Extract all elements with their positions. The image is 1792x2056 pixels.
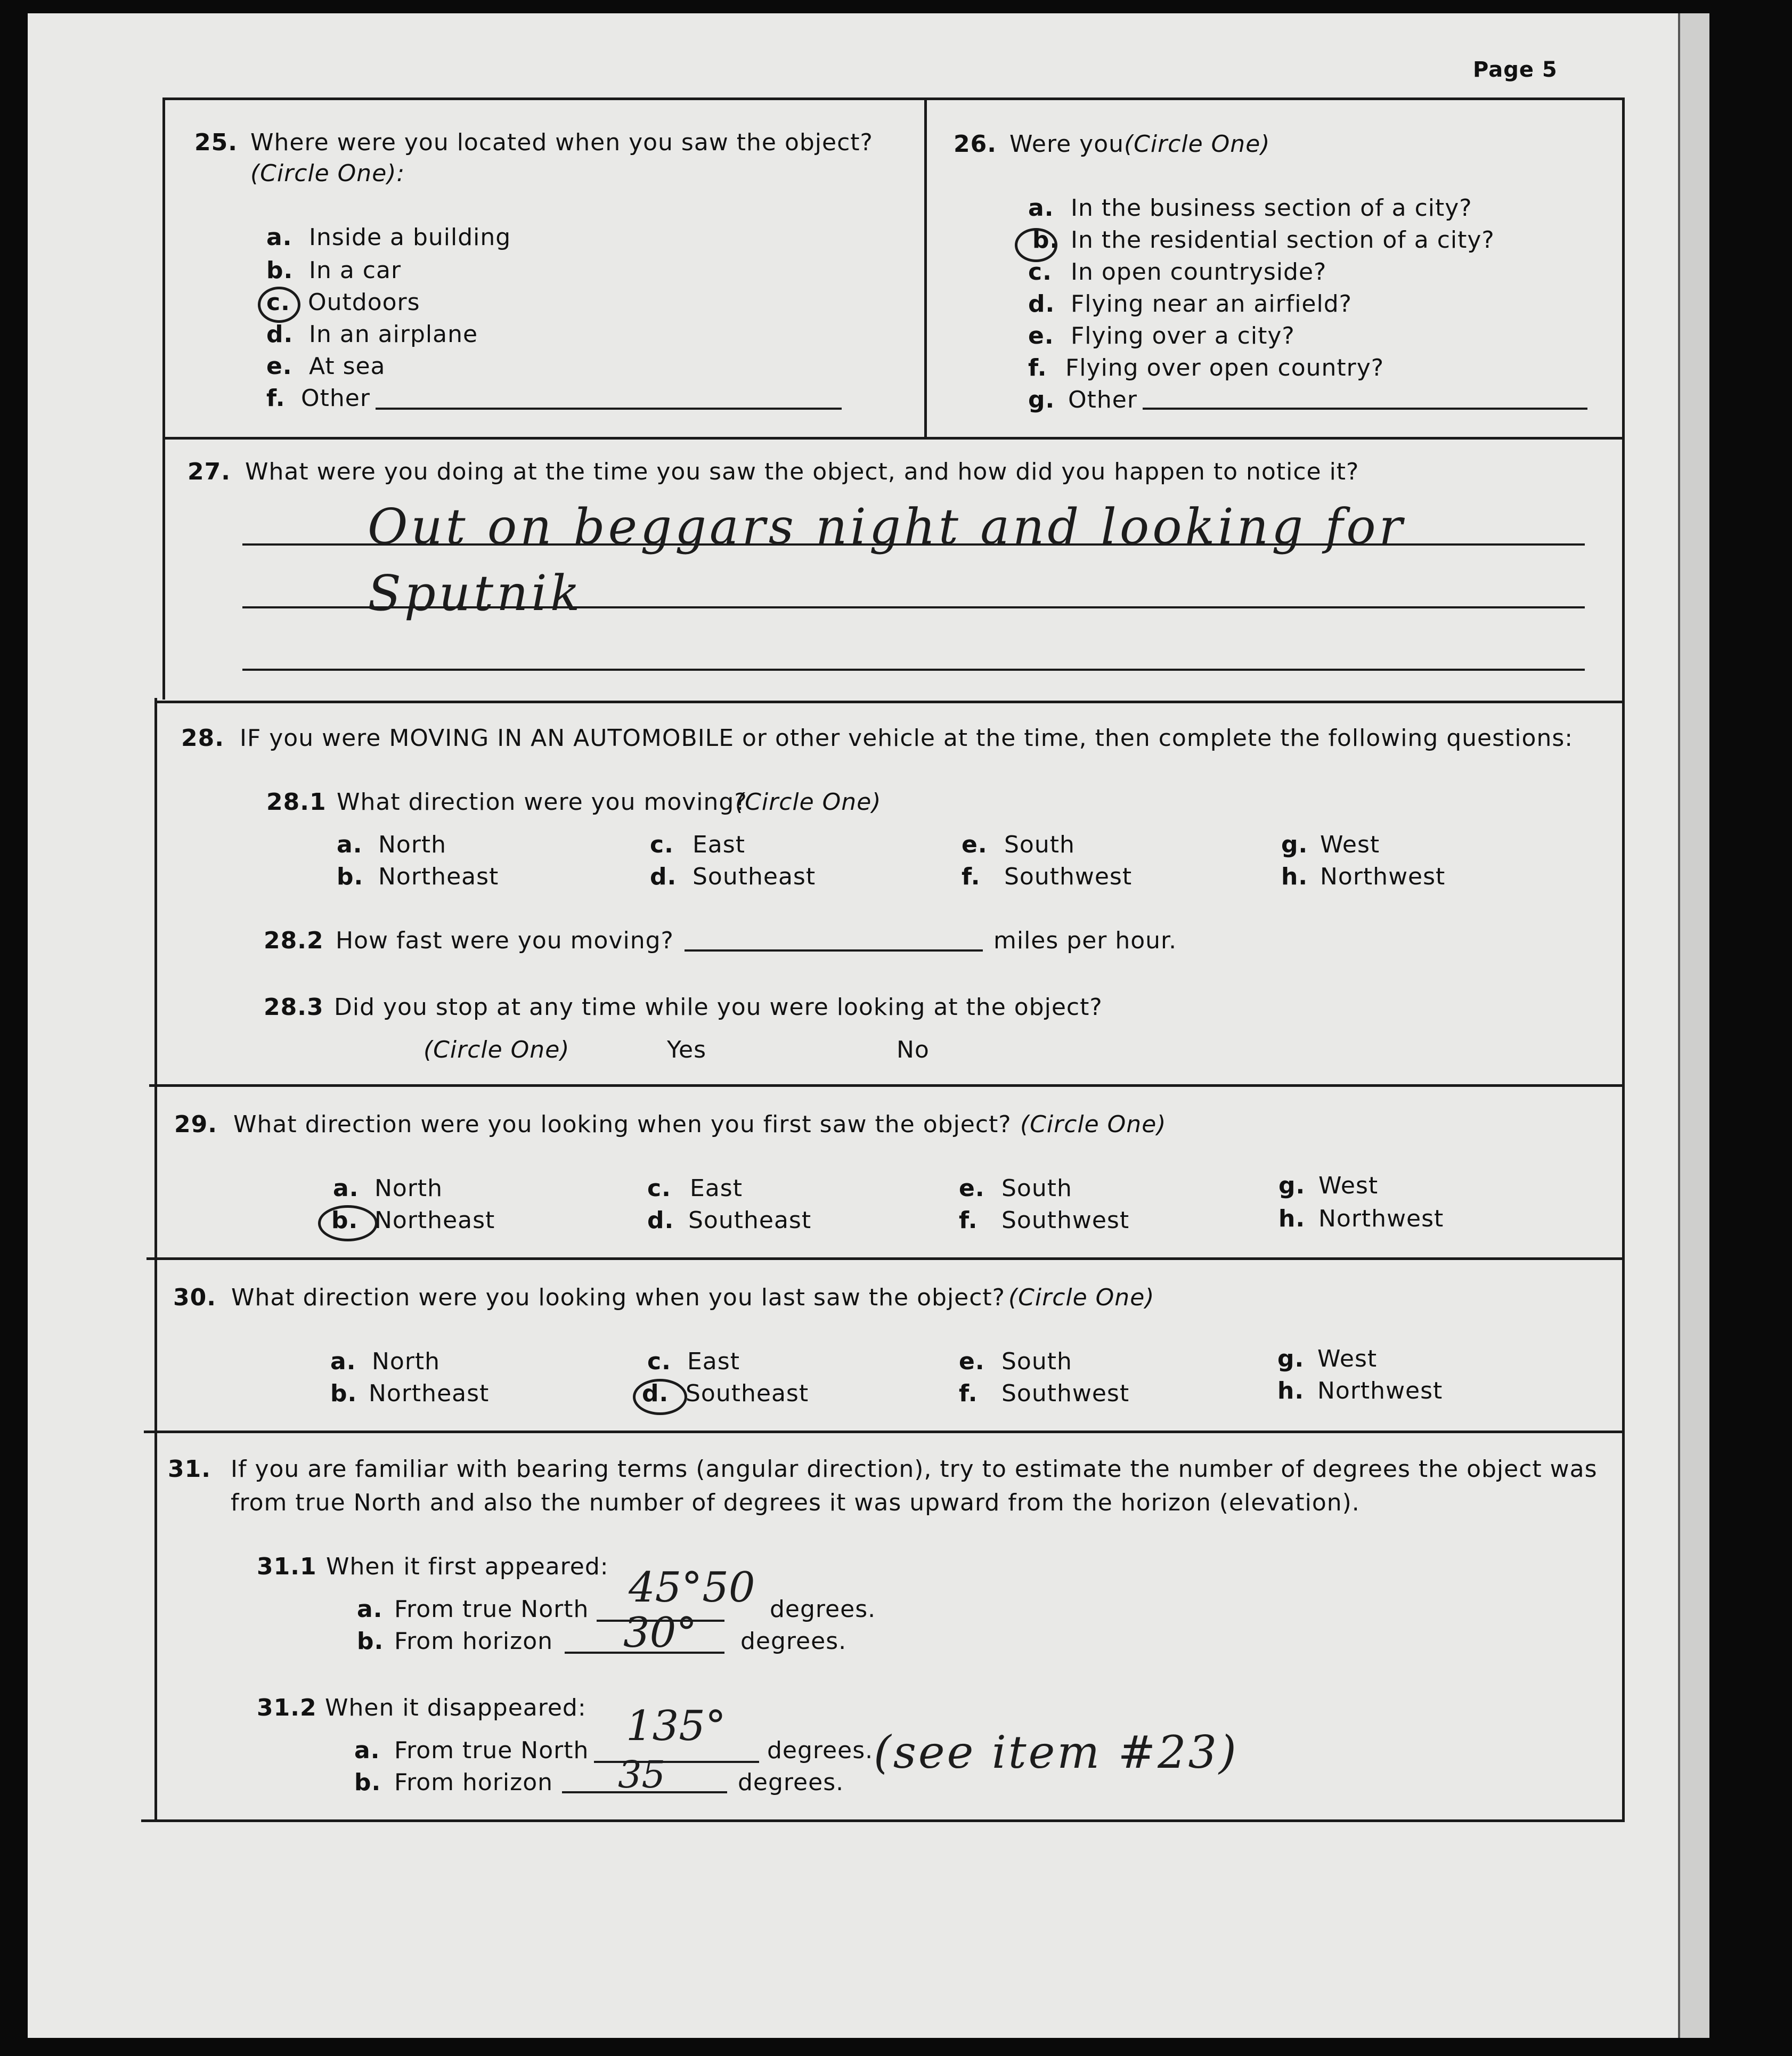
direction-label[interactable]: Northeast [369, 1380, 490, 1407]
direction-letter[interactable]: b. [337, 863, 364, 890]
speed-input-blank[interactable] [685, 949, 983, 952]
q31-1-b-value: 30° [623, 1609, 697, 1657]
q31-2-a-unit: degrees. [767, 1737, 874, 1764]
direction-letter[interactable]: d. [647, 1207, 674, 1234]
direction-letter[interactable]: a. [333, 1175, 359, 1202]
q27-text: What were you doing at the time you saw the object, and how did you happen to notice it? [245, 458, 1359, 485]
q25-option-label[interactable]: Inside a building [309, 224, 511, 251]
section-divider-28 [154, 701, 1625, 703]
page-label: Page 5 [1473, 58, 1558, 82]
q31-number: 31. [168, 1456, 211, 1483]
section-divider-29 [149, 1084, 1625, 1087]
page-edge [1678, 13, 1709, 2038]
q26-option-label[interactable]: In the business section of a city? [1071, 194, 1472, 222]
q28-2-unit: miles per hour. [993, 927, 1177, 954]
frame-left-border-upper [162, 97, 165, 700]
q28-3-yes[interactable]: Yes [667, 1036, 707, 1063]
q28-text: IF you were MOVING IN AN AUTOMOBILE or other vehicle at the time, then complete the following questions: [240, 725, 1574, 752]
q28-2-number: 28.2 [264, 927, 324, 954]
q31-1-b-letter: b. [357, 1628, 384, 1655]
q28-3-no[interactable]: No [897, 1036, 930, 1063]
q31-1-b-label: From horizon [394, 1628, 553, 1655]
q25-option-label[interactable]: In a car [309, 257, 402, 284]
direction-label[interactable]: West [1320, 831, 1380, 858]
direction-label[interactable]: Northwest [1320, 863, 1446, 890]
q26-instruction: (Circle One) [1124, 131, 1270, 158]
q27-handwritten-answer-line1: Out on beggars night and looking for [368, 498, 1406, 555]
q25-option-letter[interactable]: f. [266, 385, 286, 412]
q26-option-label[interactable]: In open countryside? [1071, 258, 1327, 286]
direction-letter[interactable]: f. [959, 1207, 978, 1234]
q31-1-a-value: 45°50 [629, 1564, 755, 1612]
q31-1-number: 31.1 [257, 1553, 317, 1580]
q31-1-a-letter: a. [357, 1596, 383, 1623]
direction-letter[interactable]: d. [642, 1380, 669, 1407]
direction-letter[interactable]: b. [331, 1207, 359, 1234]
q31-2-a-label: From true North [394, 1737, 589, 1764]
direction-label[interactable]: Southeast [686, 1380, 809, 1407]
direction-label[interactable]: West [1317, 1345, 1378, 1372]
direction-label[interactable]: Northwest [1317, 1377, 1443, 1404]
direction-letter[interactable]: e. [959, 1348, 985, 1375]
section-divider-31 [144, 1431, 1625, 1433]
q28-1-number: 28.1 [266, 789, 327, 816]
frame-top-border [162, 97, 1625, 100]
direction-label[interactable]: Southwest [1001, 1207, 1130, 1234]
q25-option-letter[interactable]: a. [266, 224, 292, 251]
q25-option-letter[interactable]: c. [266, 289, 290, 316]
direction-label[interactable]: Northeast [378, 863, 499, 890]
q26-other-blank[interactable] [1143, 408, 1587, 410]
direction-label[interactable]: Southwest [1001, 1380, 1130, 1407]
q31-text-line2: from true North and also the number of degrees it was upward from the horizon (elevation). [231, 1489, 1360, 1516]
q26-option-letter[interactable]: d. [1028, 290, 1055, 318]
direction-letter[interactable]: g. [1281, 831, 1308, 858]
q31-1-text: When it first appeared: [326, 1553, 609, 1580]
direction-letter[interactable]: a. [337, 831, 363, 858]
q26-option-label[interactable]: In the residential section of a city? [1071, 226, 1495, 254]
q26-option-letter[interactable]: a. [1028, 194, 1054, 222]
q30-number: 30. [173, 1284, 216, 1311]
direction-letter[interactable]: e. [962, 831, 988, 858]
direction-letter[interactable]: g. [1278, 1172, 1306, 1199]
q29-selection-circle [318, 1205, 378, 1241]
q27-number: 27. [188, 458, 231, 485]
q25-option-label[interactable]: At sea [309, 353, 386, 380]
q25-number: 25. [194, 129, 238, 156]
q25-option-label[interactable]: In an airplane [309, 321, 478, 348]
frame-left-border-lower [154, 698, 157, 1822]
q25-option-label[interactable]: Other [301, 385, 370, 412]
q25-option-label[interactable]: Outdoors [308, 289, 420, 316]
direction-letter[interactable]: e. [959, 1175, 985, 1202]
direction-label[interactable]: Southeast [693, 863, 816, 890]
direction-label[interactable]: East [687, 1348, 740, 1375]
direction-letter[interactable]: f. [962, 863, 981, 890]
q31-2-text: When it disappeared: [325, 1694, 587, 1721]
direction-letter[interactable]: a. [330, 1348, 356, 1375]
q25-other-blank[interactable] [376, 408, 842, 410]
direction-letter[interactable]: f. [959, 1380, 978, 1407]
q26-option-label[interactable]: Flying over open country? [1065, 354, 1384, 381]
direction-letter[interactable]: h. [1281, 863, 1308, 890]
q27-answer-line[interactable] [242, 669, 1585, 671]
direction-letter[interactable]: b. [330, 1380, 357, 1407]
q25-option-letter[interactable]: e. [266, 353, 292, 380]
direction-label[interactable]: West [1318, 1172, 1379, 1199]
q26-option-letter[interactable]: e. [1028, 322, 1054, 350]
q26-option-letter[interactable]: g. [1028, 386, 1055, 413]
q25-option-letter[interactable]: b. [266, 257, 294, 284]
q28-3-text: Did you stop at any time while you were looking at the object? [334, 994, 1103, 1021]
q25-q26-divider [924, 97, 927, 438]
section-divider-30 [146, 1257, 1625, 1260]
direction-letter[interactable]: h. [1277, 1377, 1305, 1404]
q25-instruction: (Circle One): [250, 160, 405, 187]
q25-text: Where were you located when you saw the object? [250, 129, 873, 156]
q27-handwritten-answer-line2: Sputnik [368, 565, 583, 622]
q28-1-instruction: (Circle One) [735, 789, 882, 816]
direction-label[interactable]: East [693, 831, 745, 858]
q28-1-text: What direction were you moving? [337, 789, 747, 816]
q26-text: Were you [1009, 131, 1125, 158]
q26-option-label[interactable]: Other [1068, 386, 1137, 413]
direction-letter[interactable]: c. [650, 831, 674, 858]
q31-2-a-value: 135° [626, 1702, 726, 1750]
frame-bottom-border [141, 1819, 1625, 1822]
q26-number: 26. [954, 131, 997, 158]
q25-option-letter[interactable]: d. [266, 321, 294, 348]
direction-label[interactable]: North [378, 831, 447, 858]
q26-option-letter[interactable]: b. [1032, 226, 1060, 254]
q28-2-text: How fast were you moving? [336, 927, 674, 954]
direction-label[interactable]: Southwest [1004, 863, 1133, 890]
direction-label[interactable]: Northeast [374, 1207, 495, 1234]
q29-number: 29. [174, 1111, 217, 1138]
q30-text: What direction were you looking when you last saw the object? [231, 1284, 1006, 1311]
direction-letter[interactable]: g. [1277, 1345, 1305, 1372]
q31-2-b-unit: degrees. [738, 1769, 844, 1796]
direction-label[interactable]: East [690, 1175, 743, 1202]
q26-option-label[interactable]: Flying over a city? [1071, 322, 1295, 350]
direction-letter[interactable]: c. [647, 1348, 671, 1375]
direction-label[interactable]: South [1004, 831, 1075, 858]
direction-label[interactable]: North [372, 1348, 441, 1375]
q31-2-number: 31.2 [257, 1694, 317, 1721]
q26-option-label[interactable]: Flying near an airfield? [1071, 290, 1353, 318]
direction-label[interactable]: North [374, 1175, 443, 1202]
q28-3-number: 28.3 [264, 994, 324, 1021]
direction-label[interactable]: Southeast [688, 1207, 812, 1234]
q30-instruction: (Circle One) [1008, 1284, 1155, 1311]
direction-label[interactable]: South [1001, 1348, 1072, 1375]
q29-text: What direction were you looking when you first saw the object? [233, 1111, 1012, 1138]
q31-1-b-unit: degrees. [740, 1628, 847, 1655]
direction-letter[interactable]: d. [650, 863, 677, 890]
q28-3-instruction: (Circle One) [423, 1036, 570, 1063]
q26-selection-circle [1015, 226, 1060, 262]
q29-instruction: (Circle One) [1020, 1111, 1167, 1138]
q31-text-line1: If you are familiar with bearing terms (angular direction), try to estimate the number of degrees the object was [231, 1456, 1598, 1483]
q31-1-a-label: From true North [394, 1596, 589, 1623]
frame-right-border [1622, 97, 1625, 1822]
q30-selection-circle [633, 1379, 687, 1415]
q26-option-letter[interactable]: c. [1028, 258, 1052, 286]
q31-2-b-value: 35 [618, 1753, 666, 1797]
q31-2-b-letter: b. [354, 1769, 381, 1796]
direction-label[interactable]: Northwest [1318, 1205, 1444, 1232]
q31-2-b-label: From horizon [394, 1769, 553, 1796]
q31-2-a-letter: a. [354, 1737, 380, 1764]
direction-label[interactable]: South [1001, 1175, 1072, 1202]
q31-2-handwritten-note: (see item #23) [874, 1726, 1239, 1778]
q28-number: 28. [181, 725, 224, 752]
direction-letter[interactable]: c. [647, 1175, 671, 1202]
section-divider-27 [162, 437, 1625, 440]
direction-letter[interactable]: h. [1278, 1205, 1306, 1232]
q26-option-letter[interactable]: f. [1028, 354, 1047, 381]
q31-1-a-unit: degrees. [770, 1596, 876, 1623]
q25-selection-circle [258, 287, 300, 323]
